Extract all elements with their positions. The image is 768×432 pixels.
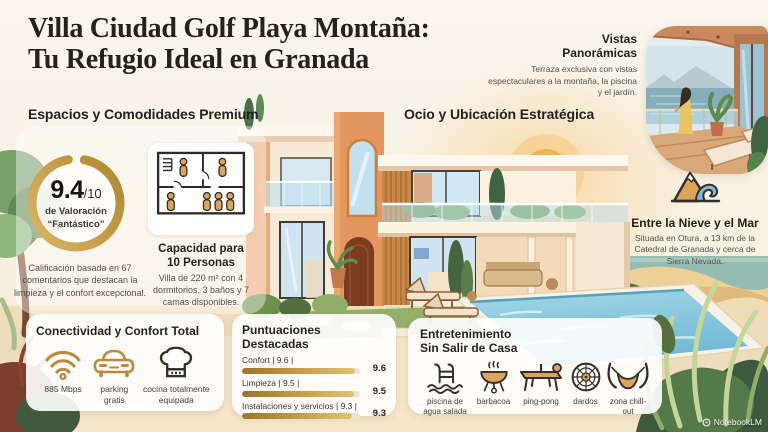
dartboard-icon	[567, 360, 605, 394]
darts-label: dardos	[573, 397, 598, 407]
capacity-callout	[142, 143, 260, 309]
rating-score: 9.4/10	[50, 176, 102, 205]
score-bar-track	[242, 413, 360, 419]
ping-pong-icon	[517, 360, 565, 394]
score-bar-track	[242, 391, 360, 397]
floor-plan-icon	[154, 150, 248, 226]
section-heading-leisure: Ocio y Ubicación Estratégica	[404, 106, 595, 122]
entertainment-title: Entretenimiento Sin Salir de Casa	[420, 327, 518, 356]
score-bar-fill	[242, 368, 355, 374]
score-value: 9.5	[372, 385, 386, 397]
entertainment-card	[408, 318, 662, 414]
connectivity-item-kitchen	[139, 345, 214, 405]
hammock-icon	[603, 360, 653, 394]
scores-card	[232, 314, 396, 420]
scores-title: Puntuaciones Destacadas	[242, 323, 321, 352]
wifi-icon	[41, 345, 85, 381]
page-title	[28, 13, 430, 76]
rating-text	[21, 148, 131, 258]
parking-label: parking gratis	[100, 384, 129, 405]
rating-donut	[21, 148, 131, 258]
entertainment-item-darts	[566, 360, 606, 407]
score-row-instalaciones	[242, 401, 386, 420]
watermark-label: NotebookLM	[713, 417, 762, 427]
entertainment-item-chillout	[606, 360, 650, 416]
bbq-label: barbacoa	[476, 397, 511, 407]
score-label: Instalaciones y servicios | 9.3 |	[242, 400, 357, 411]
score-row-limpieza	[242, 378, 386, 397]
pingpong-label: ping-pong	[523, 397, 559, 407]
score-label: Confort | 9.6 |	[242, 355, 294, 366]
score-value: 9.6	[372, 362, 386, 374]
title-line-2: Tu Refugio Ideal en Granada	[28, 44, 369, 76]
notebooklm-logo-icon	[702, 418, 711, 427]
floor-plan-card	[148, 143, 254, 235]
connectivity-card	[26, 314, 224, 411]
title-line-1: Villa Ciudad Golf Playa Montaña:	[28, 13, 430, 44]
section-heading-spaces: Espacios y Comodidades Premium	[28, 106, 259, 122]
car-icon	[91, 345, 137, 381]
panoramic-views-title: Vistas Panorámicas	[562, 32, 637, 61]
connectivity-item-parking	[90, 345, 138, 405]
panoramic-views-description: Terraza exclusiva con vistas espectaculares a la montaña, la piscina y el jardín.	[488, 64, 637, 97]
wifi-label: 885 Mbps	[44, 384, 82, 395]
rating-sublabel: de Valoración “Fantástico”	[45, 206, 107, 230]
location-description: Situada en Otura, a 13 km de la Catedral de Granada y cerca de Sierra Nevada.	[634, 233, 756, 266]
location-callout	[624, 163, 766, 267]
panoramic-views-callout	[485, 32, 637, 98]
chillout-label: zona chill-out	[609, 397, 646, 416]
score-label: Limpieza | 9.5 |	[242, 377, 300, 388]
score-bar-track	[242, 368, 360, 374]
pool-label: piscina de agua salada	[423, 397, 467, 416]
score-bar-fill	[242, 391, 354, 397]
entertainment-item-bbq	[471, 360, 517, 407]
terrace-photo	[646, 26, 768, 174]
entertainment-item-pool	[420, 360, 470, 416]
score-value: 9.3	[372, 408, 386, 420]
terrace-photo-illustration	[646, 26, 768, 174]
entertainment-item-pingpong	[517, 360, 565, 407]
connectivity-title: Conectividad y Confort Total	[36, 324, 200, 338]
pool-ladder-icon	[422, 360, 468, 394]
rating-footnote: Calificación basada en 67 comentarios que destacan la limpieza y el confort excepcional.	[13, 263, 147, 298]
capacity-title: Capacidad para 10 Personas	[158, 243, 244, 270]
score-row-confort	[242, 355, 386, 374]
chef-hat-icon	[156, 345, 196, 381]
kitchen-label: cocina totalmente equipada	[142, 384, 210, 405]
location-title: Entre la Nieve y el Mar	[631, 216, 759, 230]
watermark	[702, 417, 762, 427]
capacity-description: Villa de 220 m² con 4 dormitorios, 3 baños y 7 camas disponibles.	[152, 273, 250, 307]
mountain-wave-icon	[666, 163, 724, 209]
barbecue-icon	[472, 360, 516, 394]
connectivity-item-wifi	[36, 345, 90, 395]
score-bar-fill	[242, 413, 352, 419]
